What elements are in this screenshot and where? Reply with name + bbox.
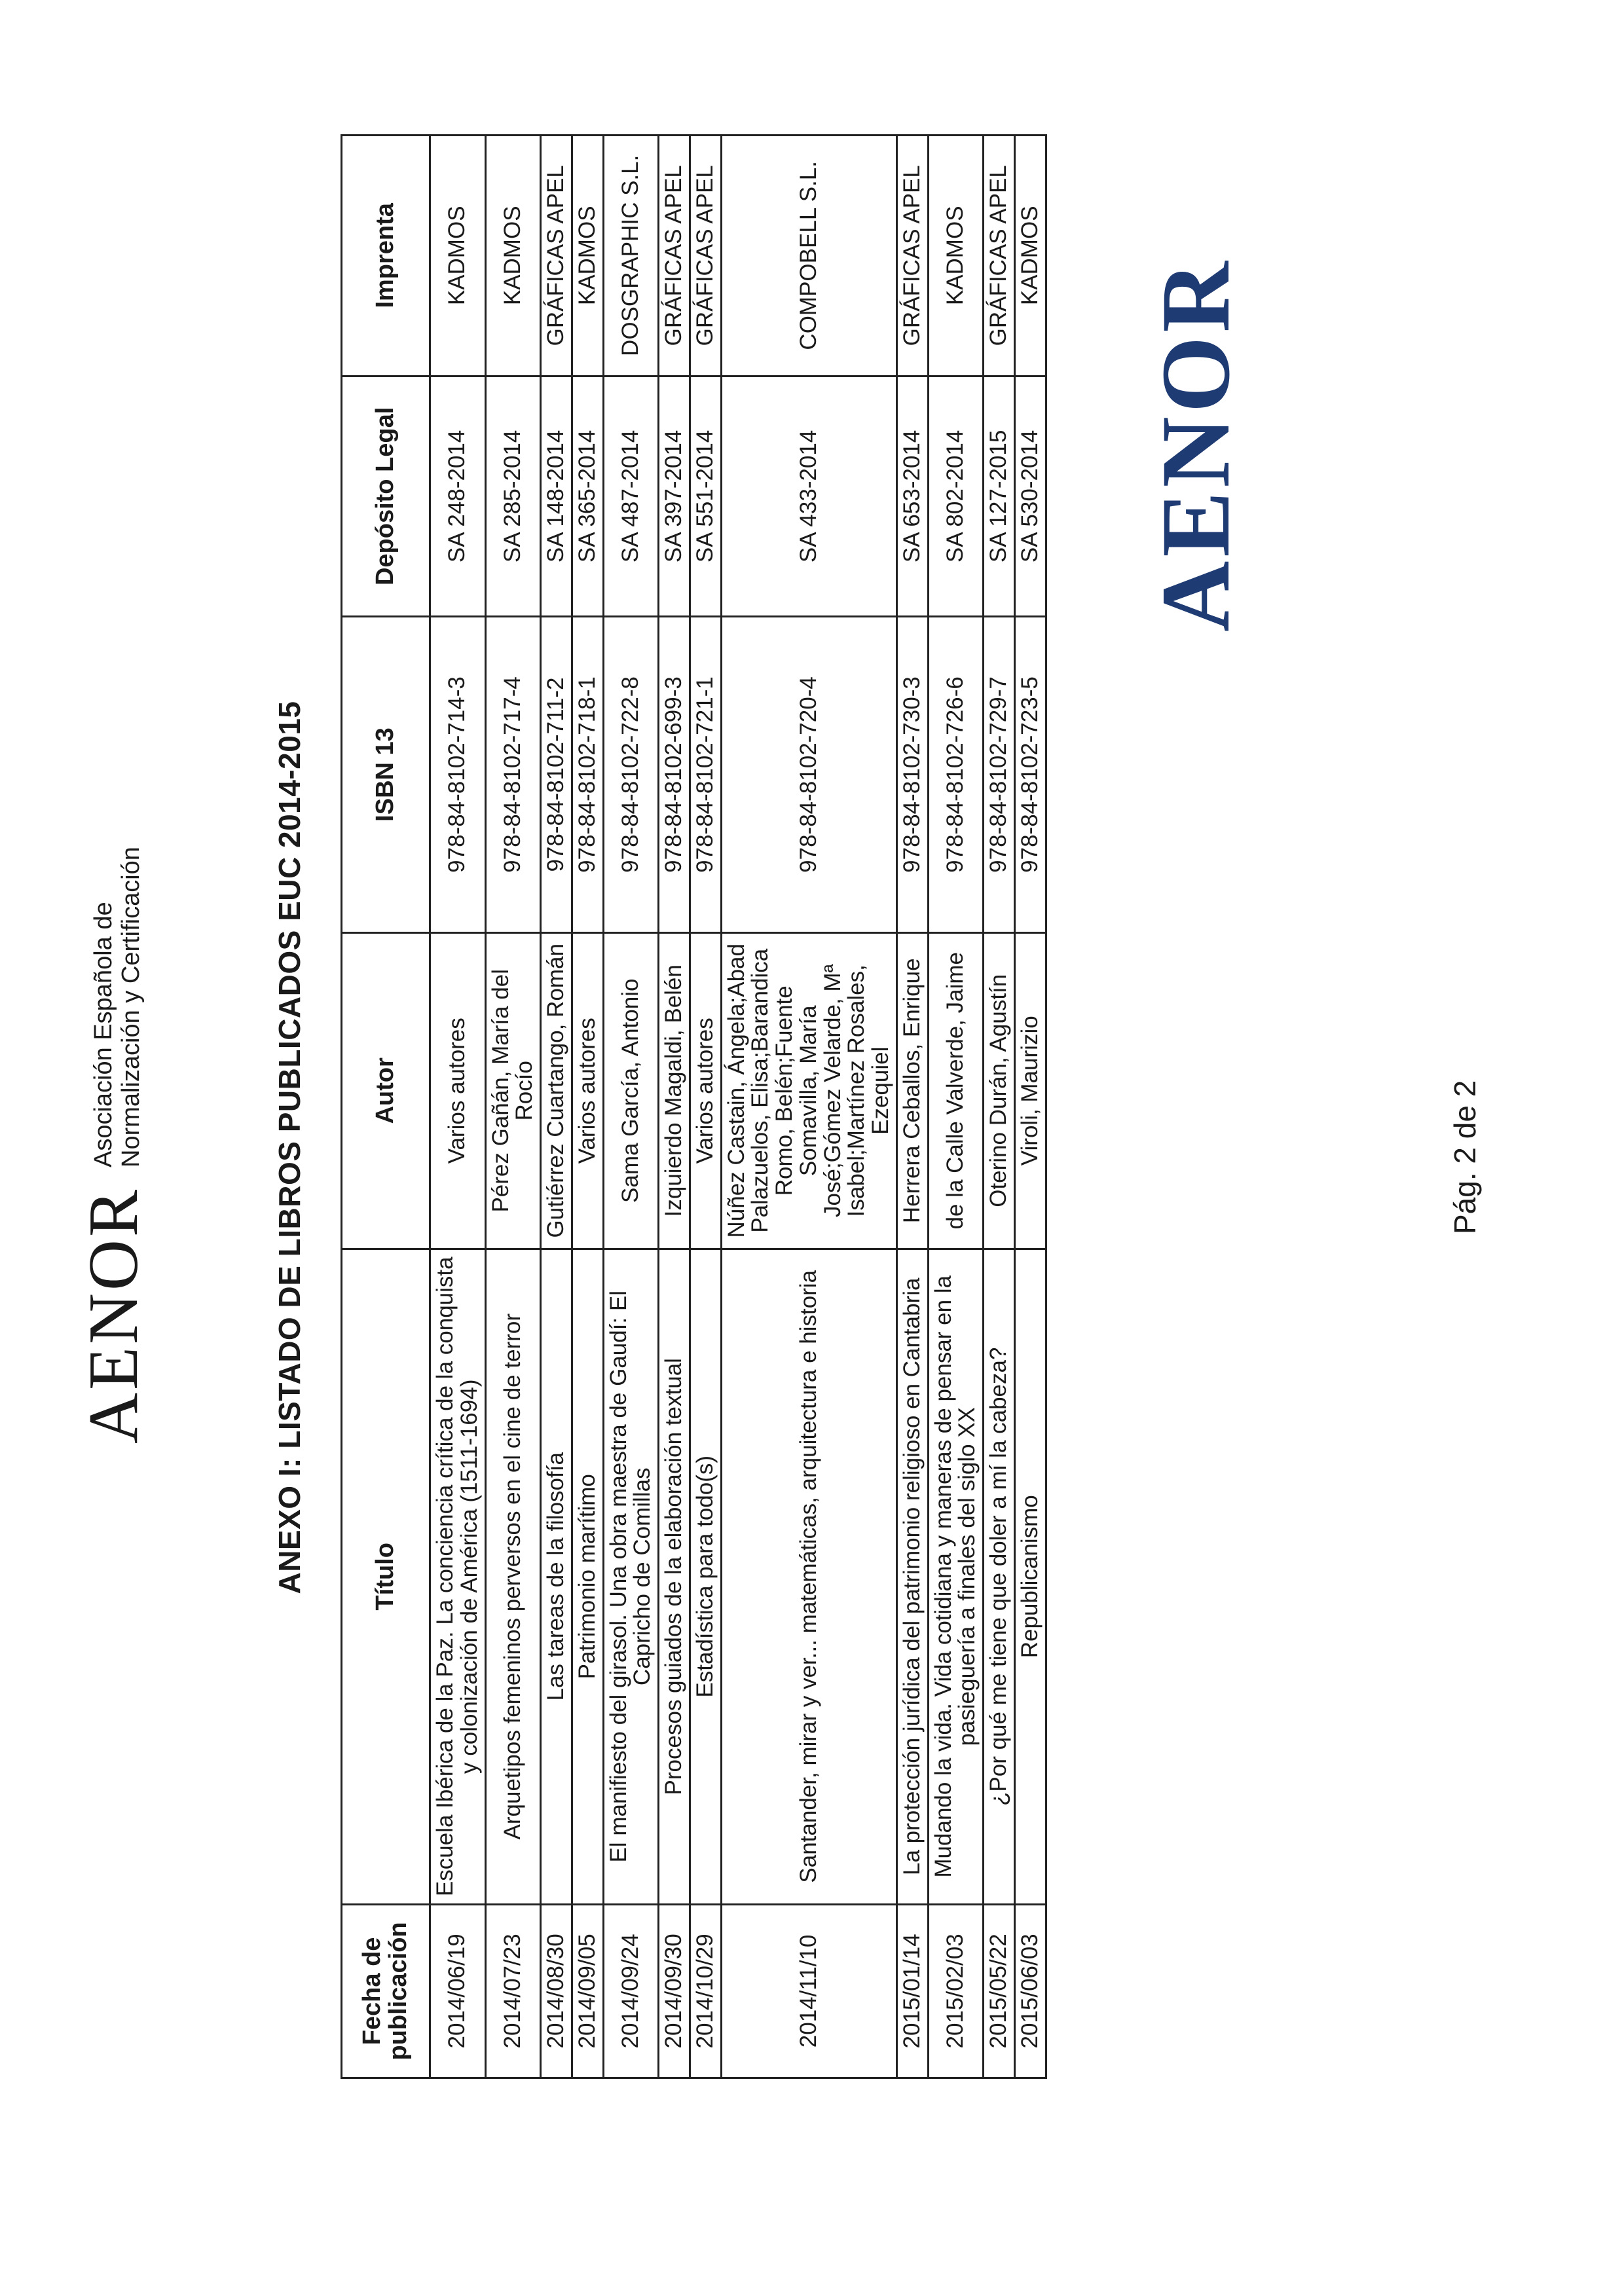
cell-deposito: SA 653-2014 [896,376,928,617]
cell-autor: Varios autores [572,932,603,1249]
cell-autor: Sama García, Antonio [603,932,659,1249]
books-table [341,134,1047,2079]
cell-fecha: 2015/05/22 [984,1904,1015,2078]
column-header-deposito: Depósito Legal [342,376,430,617]
table-row [485,136,541,2078]
cell-isbn: 978-84-8102-730-3 [896,617,928,933]
column-header-titulo: Título [342,1249,430,1904]
table-row [984,136,1015,2078]
cell-imprenta: KADMOS [928,136,984,376]
page-number: Pág. 2 de 2 [1448,1080,1482,1234]
cell-autor: Viroli, Maurizio [1014,932,1046,1249]
cell-imprenta: GRÁFICAS APEL [984,136,1015,376]
cell-deposito: SA 248-2014 [430,376,486,617]
table-row [430,136,486,2078]
table-row [572,136,603,2078]
cell-autor: Núñez Castain, Ángela;Abad Palazuelos, Elisa;Barandica Romo, Belén;Fuente Somavilla, María José;Gómez Velarde, Mª Isabel;Martínez Rosales, Ezequiel [721,932,896,1249]
table-row [603,136,659,2078]
cell-titulo: Mudando la vida. Vida cotidiana y maneras de pensar en la pasieguería a finales del siglo XX [928,1249,984,1904]
cell-titulo: Republicanismo [1014,1249,1046,1904]
cell-fecha: 2014/08/30 [541,1904,572,2078]
cell-isbn: 978-84-8102-717-4 [485,617,541,933]
cell-imprenta: DOSGRAPHIC S.L. [603,136,659,376]
cell-titulo: Arquetipos femeninos perversos en el cine de terror [485,1249,541,1904]
cell-fecha: 2015/06/03 [1014,1904,1046,2078]
cell-fecha: 2014/09/24 [603,1904,659,2078]
cell-autor: Herrera Ceballos, Enrique [896,932,928,1249]
cell-deposito: SA 487-2014 [603,376,659,617]
cell-titulo: Escuela Ibérica de la Paz. La conciencia crítica de la conquista y colonización de América (1511-1694) [430,1249,486,1904]
header-logo [75,847,153,1444]
cell-autor: Gutiérrez Cuartango, Román [541,932,572,1249]
table-row [896,136,928,2078]
cell-isbn: 978-84-8102-722-8 [603,617,659,933]
column-header-imprenta: Imprenta [342,136,430,376]
cell-deposito: SA 285-2014 [485,376,541,617]
cell-fecha: 2014/10/29 [690,1904,721,2078]
table-body [430,136,1046,2078]
organization-name [90,847,149,1167]
cell-fecha: 2014/11/10 [721,1904,896,2078]
cell-fecha: 2014/07/23 [485,1904,541,2078]
cell-deposito: SA 148-2014 [541,376,572,617]
aenor-stamp-logo: AENOR [1141,257,1250,632]
cell-fecha: 2014/09/05 [572,1904,603,2078]
cell-imprenta: KADMOS [572,136,603,376]
cell-deposito: SA 551-2014 [690,376,721,617]
aenor-logo-text: AENOR [75,1187,153,1444]
cell-isbn: 978-84-8102-714-3 [430,617,486,933]
cell-isbn: 978-84-8102-720-4 [721,617,896,933]
table-row [928,136,984,2078]
table-header [342,136,430,2078]
table-row [721,136,896,2078]
cell-deposito: SA 365-2014 [572,376,603,617]
header-row [342,136,430,2078]
cell-deposito: SA 127-2015 [984,376,1015,617]
column-header-fecha: Fecha de publicación [342,1904,430,2078]
cell-imprenta: GRÁFICAS APEL [659,136,690,376]
cell-isbn: 978-84-8102-723-5 [1014,617,1046,933]
cell-autor: Izquierdo Magaldi, Belén [659,932,690,1249]
cell-titulo: ¿Por qué me tiene que doler a mí la cabeza? [984,1249,1015,1904]
cell-fecha: 2015/02/03 [928,1904,984,2078]
cell-isbn: 978-84-8102-729-7 [984,617,1015,933]
cell-imprenta: GRÁFICAS APEL [541,136,572,376]
cell-imprenta: KADMOS [1014,136,1046,376]
org-line-2: Normalización y Certificación [117,847,145,1167]
cell-deposito: SA 433-2014 [721,376,896,617]
column-header-autor: Autor [342,932,430,1249]
table-row [690,136,721,2078]
table-row [659,136,690,2078]
cell-deposito: SA 530-2014 [1014,376,1046,617]
cell-deposito: SA 802-2014 [928,376,984,617]
cell-fecha: 2014/06/19 [430,1904,486,2078]
cell-imprenta: GRÁFICAS APEL [896,136,928,376]
table-row [541,136,572,2078]
cell-titulo: Procesos guiados de la elaboración textual [659,1249,690,1904]
cell-autor: Pérez Gañán, María del Rocío [485,932,541,1249]
cell-fecha: 2015/01/14 [896,1904,928,2078]
cell-imprenta: GRÁFICAS APEL [690,136,721,376]
cell-titulo: La protección jurídica del patrimonio religioso en Cantabria [896,1249,928,1904]
cell-autor: Varios autores [690,932,721,1249]
cell-titulo: El manifiesto del girasol. Una obra maestra de Gaudí: El Capricho de Comillas [603,1249,659,1904]
cell-imprenta: KADMOS [430,136,486,376]
cell-autor: Varios autores [430,932,486,1249]
cell-titulo: Estadística para todo(s) [690,1249,721,1904]
cell-isbn: 978-84-8102-711-2 [541,617,572,933]
cell-isbn: 978-84-8102-699-3 [659,617,690,933]
cell-imprenta: COMPOBELL S.L. [721,136,896,376]
cell-isbn: 978-84-8102-718-1 [572,617,603,933]
cell-titulo: Santander, mirar y ver... matemáticas, arquitectura e historia [721,1249,896,1904]
cell-isbn: 978-84-8102-721-1 [690,617,721,933]
table-row [1014,136,1046,2078]
cell-titulo: Patrimonio marítimo [572,1249,603,1904]
document-title: ANEXO I: LISTADO DE LIBROS PUBLICADOS EUC 2014-2015 [272,701,306,1594]
cell-fecha: 2014/09/30 [659,1904,690,2078]
cell-autor: Oterino Durán, Agustín [984,932,1015,1249]
cell-autor: de la Calle Valverde, Jaime [928,932,984,1249]
org-line-1: Asociación Española de [90,902,118,1167]
cell-deposito: SA 397-2014 [659,376,690,617]
cell-isbn: 978-84-8102-726-6 [928,617,984,933]
cell-titulo: Las tareas de la filosofía [541,1249,572,1904]
cell-imprenta: KADMOS [485,136,541,376]
column-header-isbn: ISBN 13 [342,617,430,933]
